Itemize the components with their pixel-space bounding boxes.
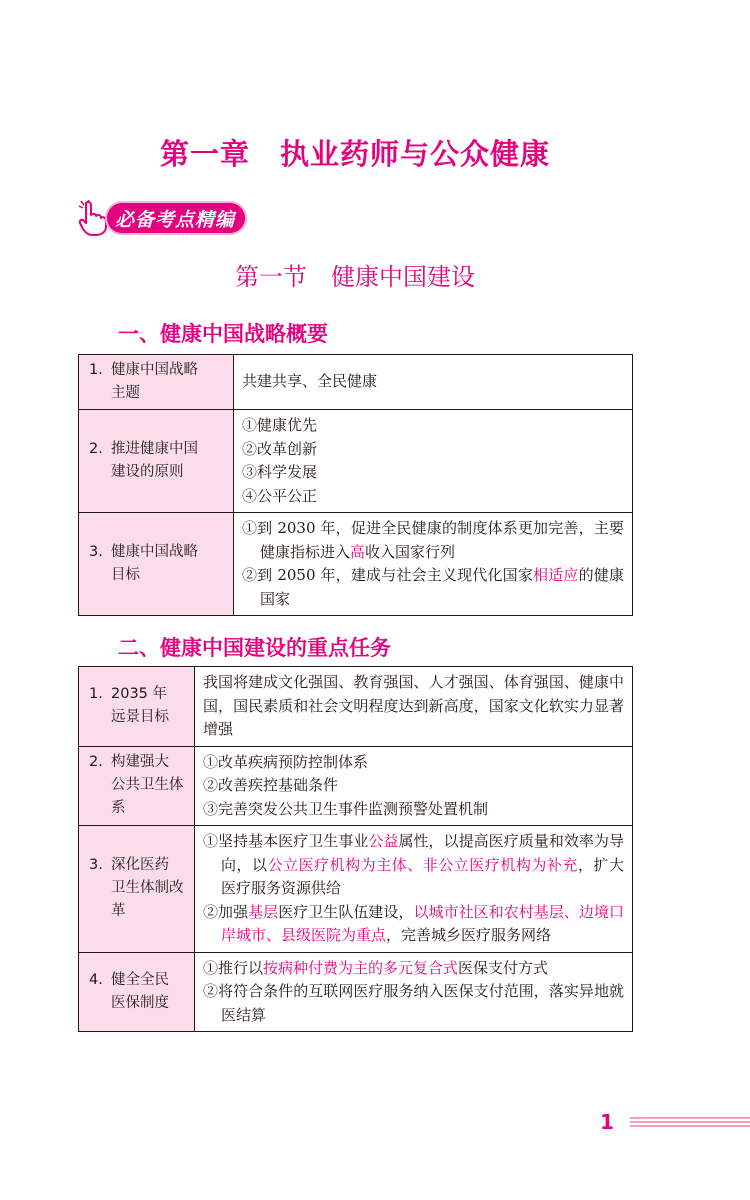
row-label-rest: 建设的原则 bbox=[111, 464, 184, 480]
content-text: ①推行以 bbox=[203, 958, 264, 977]
row-number: 2. bbox=[89, 754, 103, 771]
content-text: ②到 2050 年，建成与社会主义现代化国家 bbox=[242, 566, 534, 584]
content-text: 我国将建成文化强国、教育强国、人才强国、体育强国、健康中国，国民素质和社会文明程度达到新高度，国家文化软实力显著增强 bbox=[203, 673, 624, 738]
content-text: ④公平公正 bbox=[242, 486, 318, 505]
row-number: 2. bbox=[89, 441, 103, 457]
row-label-rest: 远景目标 bbox=[111, 709, 169, 726]
content-text: ①坚持基本医疗卫生事业 bbox=[203, 832, 369, 850]
content-text: ①到 2030 年，促进全民健康的制度体系更加完善，主要健康指标进入 bbox=[242, 519, 624, 561]
row-content bbox=[234, 410, 633, 513]
row-label-first: 深化医药 bbox=[111, 857, 169, 874]
row-number: 3. bbox=[89, 544, 103, 560]
pointing-hand-icon bbox=[77, 200, 111, 236]
content-item bbox=[203, 798, 624, 822]
strategy-overview-table bbox=[78, 354, 633, 616]
highlight-text: 公立医疗机构为主体、非公立医疗机构为补充 bbox=[267, 855, 578, 874]
content-text: ①健康优先 bbox=[242, 416, 318, 434]
row-label-rest: 公共卫生体系 bbox=[111, 777, 184, 817]
key-points-badge bbox=[77, 200, 245, 236]
content-text: 共建共享、全民健康 bbox=[242, 372, 378, 391]
content-text: ①改革疾病预防控制体系 bbox=[203, 752, 369, 771]
part1-heading: 一、健康中国战略概要 bbox=[118, 322, 328, 346]
content-text: ，扩大医疗服务资源供给 bbox=[221, 855, 624, 897]
content-text: 的健康国家 bbox=[260, 566, 624, 608]
content-text: ②改善疾控基础条件 bbox=[203, 776, 339, 794]
row-label-first: 健康中国战略 bbox=[111, 544, 198, 560]
highlight-text: 基层 bbox=[248, 902, 279, 921]
row-number: 1. bbox=[89, 686, 103, 703]
content-text: 医疗卫生队伍建设， bbox=[278, 902, 414, 921]
table-row bbox=[79, 826, 633, 953]
page-number-decoration bbox=[630, 1117, 750, 1129]
content-item bbox=[203, 774, 624, 798]
row-number: 4. bbox=[89, 971, 103, 988]
content-item bbox=[203, 671, 624, 742]
content-item bbox=[203, 980, 624, 1027]
row-content bbox=[195, 667, 633, 747]
row-content bbox=[195, 746, 633, 826]
row-number: 3. bbox=[89, 857, 103, 874]
content-text: ③科学发展 bbox=[242, 463, 318, 481]
content-item bbox=[242, 564, 624, 611]
highlight-text: 以城市社区和农村基层、边境口岸城市、县级医院为重点 bbox=[221, 902, 624, 944]
row-label bbox=[79, 952, 195, 1032]
row-label bbox=[79, 826, 195, 953]
content-text: 收入国家行列 bbox=[365, 542, 456, 561]
row-content bbox=[234, 355, 633, 410]
row-label-first: 健康中国战略 bbox=[111, 362, 198, 378]
highlight-text: 相适应 bbox=[533, 566, 579, 584]
row-number: 1. bbox=[89, 362, 103, 378]
table-row bbox=[79, 410, 633, 513]
row-label-first: 推进健康中国 bbox=[111, 441, 198, 457]
content-item bbox=[242, 414, 624, 438]
content-item bbox=[203, 901, 624, 948]
content-item bbox=[242, 485, 624, 509]
content-item bbox=[242, 517, 624, 564]
row-label bbox=[79, 355, 234, 410]
row-content bbox=[195, 826, 633, 953]
highlight-text: 高 bbox=[350, 542, 366, 561]
highlight-text: 公益 bbox=[368, 832, 399, 850]
badge-label: 必备考点精编 bbox=[107, 203, 245, 233]
content-item bbox=[203, 957, 624, 981]
highlight-text: 按病种付费为主的多元复合式 bbox=[263, 958, 459, 977]
row-label-rest: 卫生体制改革 bbox=[111, 880, 184, 920]
content-item bbox=[242, 438, 624, 462]
row-label bbox=[79, 667, 195, 747]
content-text: 医保支付方式 bbox=[458, 958, 549, 977]
page-number: 1 bbox=[600, 1110, 614, 1134]
table-row bbox=[79, 355, 633, 410]
key-tasks-table bbox=[78, 666, 633, 1032]
part2-heading: 二、健康中国建设的重点任务 bbox=[118, 636, 391, 660]
content-text: 属性，以提高医疗质量和效率为导向，以 bbox=[221, 832, 624, 874]
section-title: 第一节 健康中国建设 bbox=[235, 263, 475, 291]
row-content bbox=[234, 513, 633, 616]
content-item bbox=[242, 370, 624, 394]
row-label bbox=[79, 513, 234, 616]
table-row bbox=[79, 746, 633, 826]
content-text: ②加强 bbox=[203, 902, 249, 921]
row-label-first: 健全全民 bbox=[111, 971, 169, 988]
row-label-first: 构建强大 bbox=[111, 754, 169, 771]
content-text: ，完善城乡医疗服务网络 bbox=[386, 926, 552, 944]
chapter-title: 第一章 执业药师与公众健康 bbox=[159, 137, 550, 171]
table-row bbox=[79, 667, 633, 747]
table-row bbox=[79, 513, 633, 616]
row-label-rest: 医保制度 bbox=[111, 994, 169, 1011]
content-text: ②将符合条件的互联网医疗服务纳入医保支付范围，落实异地就医结算 bbox=[203, 982, 624, 1024]
content-text: ②改革创新 bbox=[242, 439, 318, 458]
row-label-first: 2035 年 bbox=[111, 686, 168, 703]
row-label bbox=[79, 410, 234, 513]
content-item bbox=[203, 830, 624, 901]
row-content bbox=[195, 952, 633, 1032]
content-item bbox=[203, 751, 624, 775]
row-label-rest: 目标 bbox=[111, 567, 140, 583]
row-label bbox=[79, 746, 195, 826]
table-row bbox=[79, 952, 633, 1032]
content-item bbox=[242, 461, 624, 485]
row-label-rest: 主题 bbox=[111, 385, 140, 401]
content-text: ③完善突发公共卫生事件监测预警处置机制 bbox=[203, 799, 489, 818]
